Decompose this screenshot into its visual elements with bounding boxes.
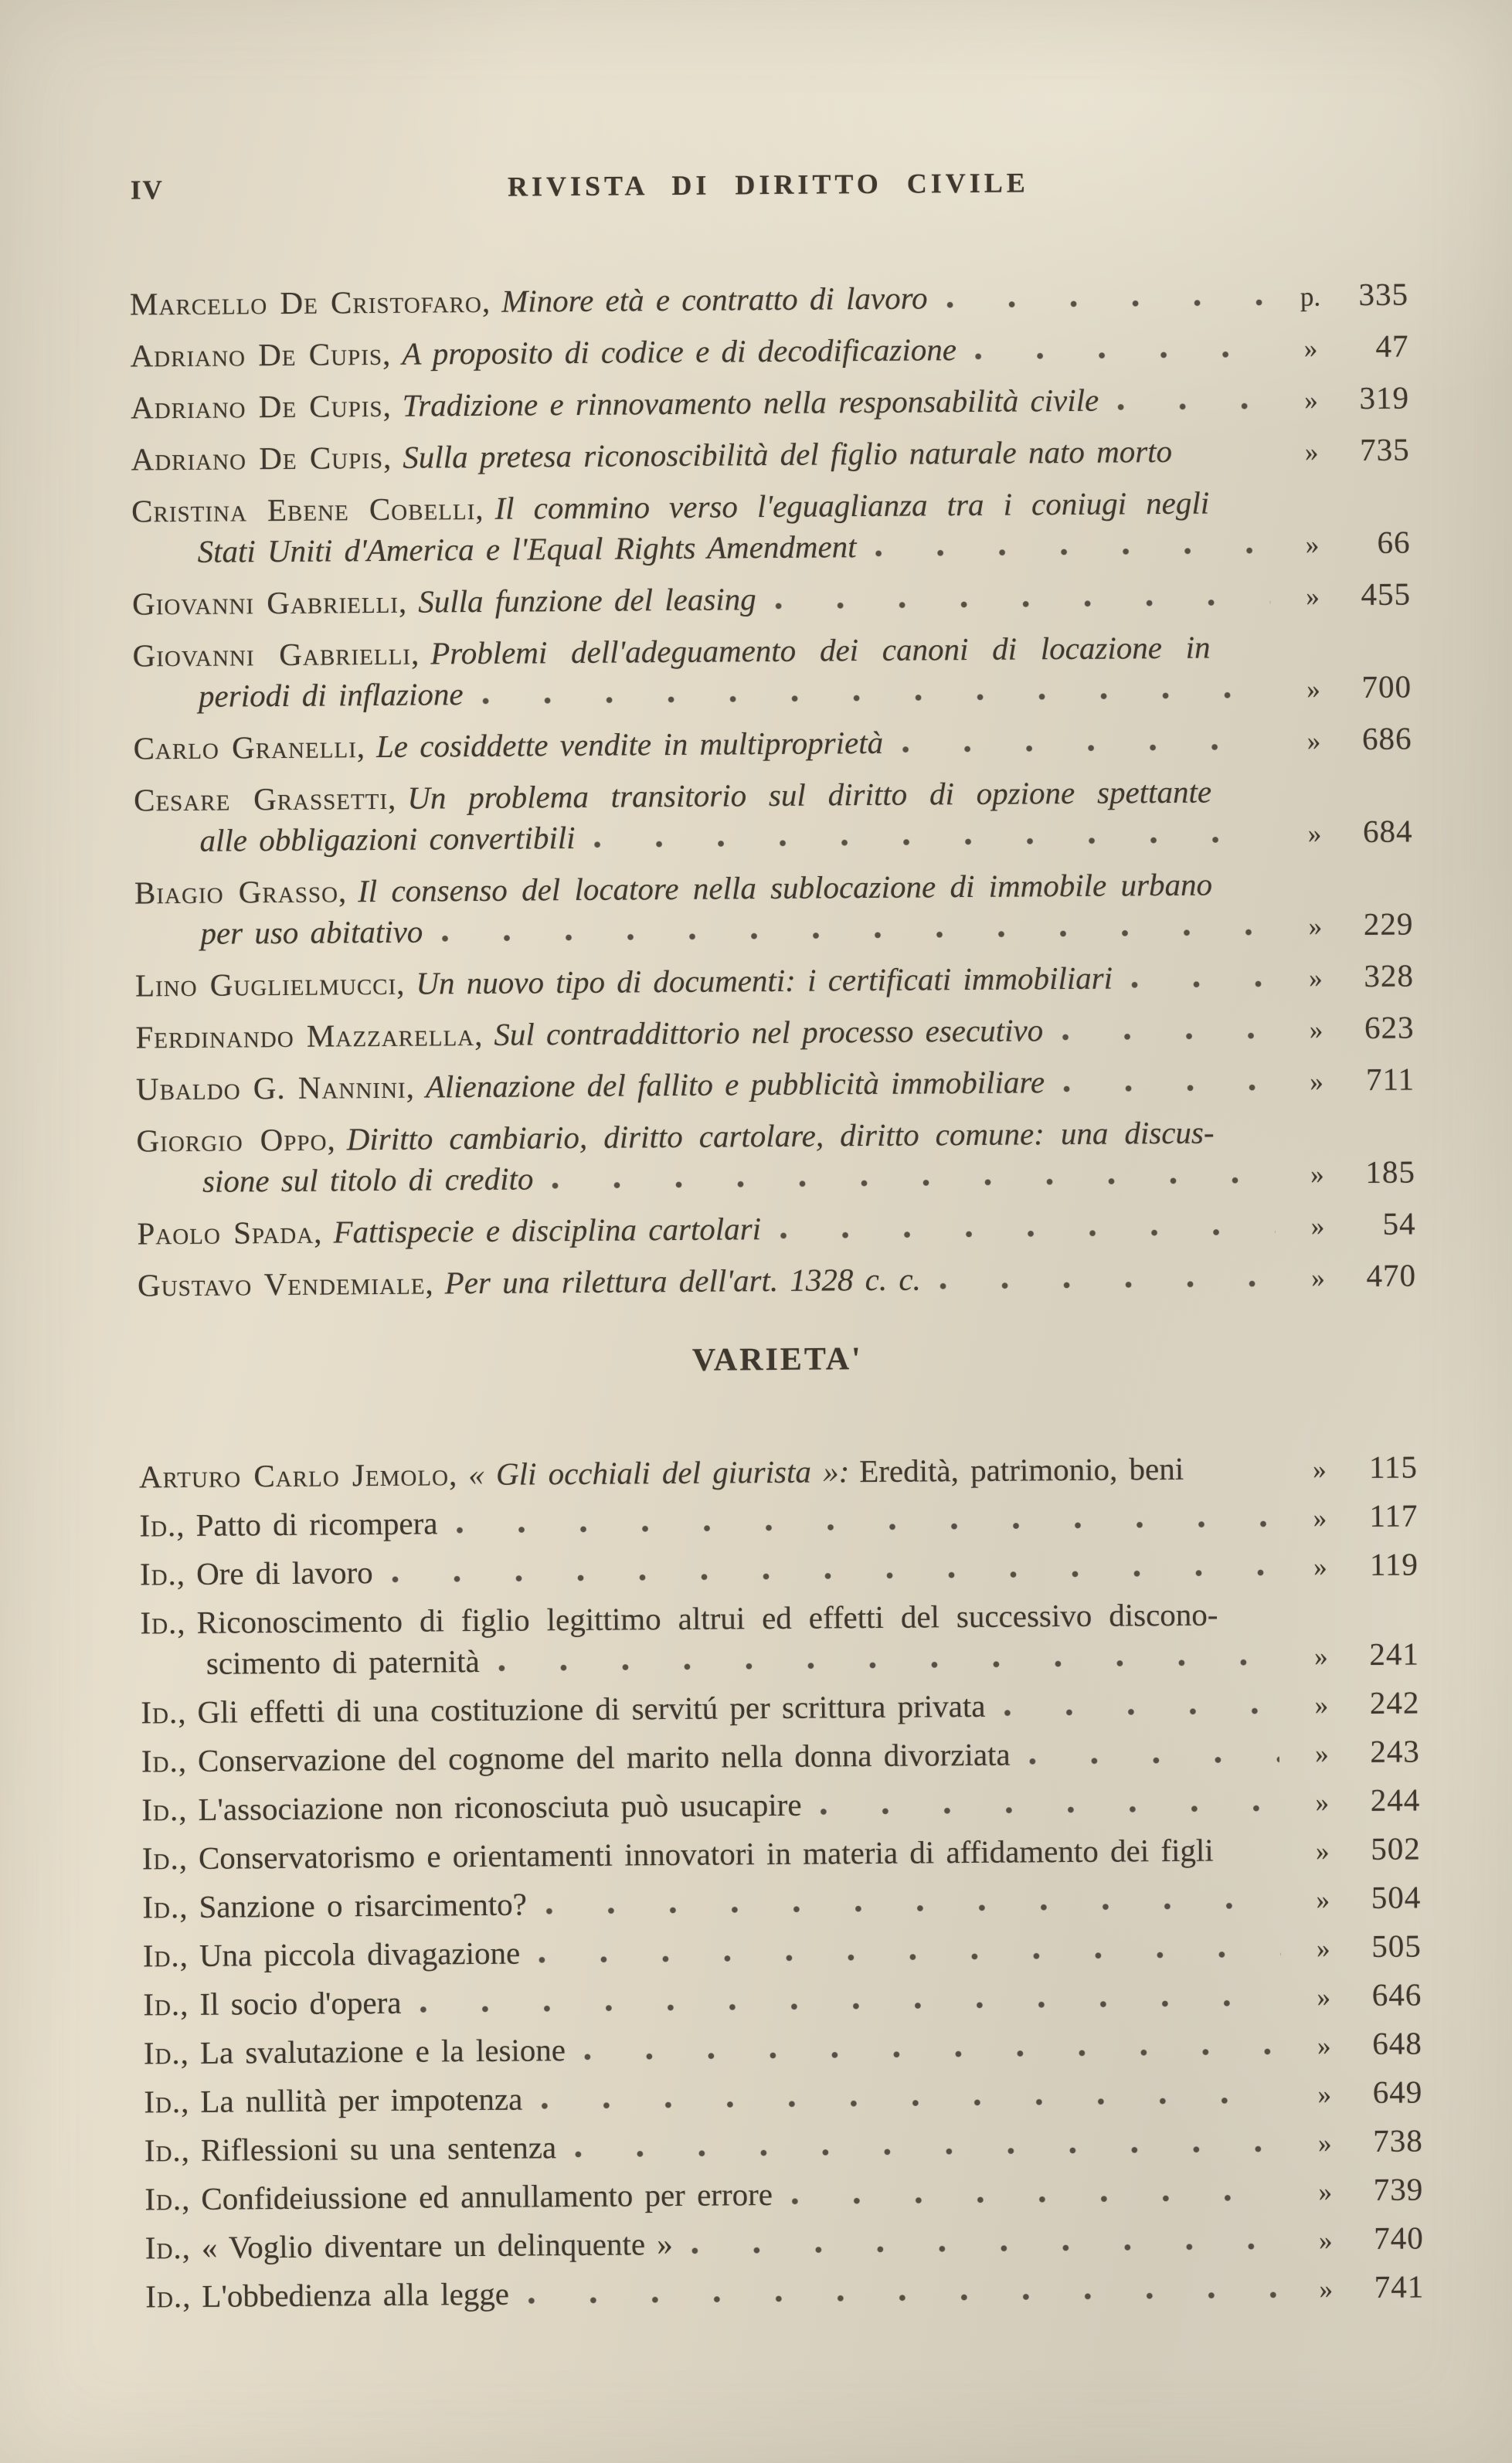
toc-entry-line [131, 429, 1409, 481]
toc-entry [131, 429, 1409, 481]
page-number: 117 [1369, 1497, 1419, 1534]
entry-title: A proposito di codice e di decodificazione [402, 331, 957, 372]
dot-leader [791, 2194, 1283, 2205]
page-marker: » [1306, 725, 1321, 756]
page-marker: » [1305, 529, 1320, 560]
entry-title: Riconoscimento di figlio legittimo altrui ed effetti del successivo discono- [196, 1596, 1218, 1640]
page-marker: » [1314, 1738, 1329, 1769]
dot-leader [1062, 1032, 1273, 1041]
page-number: 711 [1365, 1061, 1415, 1097]
dot-leader [392, 1569, 1278, 1583]
toc-entry [133, 718, 1412, 770]
toc-entry [131, 481, 1411, 574]
toc-entry [144, 2071, 1422, 2124]
toc-entry-line [134, 865, 1212, 914]
toc-entry-line [130, 273, 1408, 326]
toc-entry [136, 1110, 1415, 1204]
page-number: 686 [1361, 720, 1412, 756]
entry-author: Giorgio Oppo, [136, 1121, 336, 1159]
toc-entry [141, 1682, 1419, 1734]
dot-leader [939, 1280, 1276, 1289]
page-header [129, 163, 1408, 210]
toc-entry-line [140, 1544, 1419, 1596]
dot-leader [1131, 980, 1273, 988]
page-number: 738 [1373, 2122, 1423, 2159]
page-number: 741 [1374, 2268, 1425, 2305]
toc-entry-line [132, 627, 1210, 677]
section-heading-varieta: VARIETA' [691, 1341, 863, 1378]
page-number: 735 [1359, 431, 1410, 467]
dot-leader [545, 1902, 1281, 1914]
entry-author: Id., [139, 1555, 186, 1592]
entry-author: Ubaldo G. Nannini, [135, 1068, 416, 1107]
dot-leader [594, 836, 1272, 848]
toc-entry-continuation-line [134, 903, 1413, 956]
page-marker: » [1310, 1211, 1325, 1242]
page-number: 54 [1382, 1205, 1416, 1242]
page-marker: » [1310, 1159, 1324, 1190]
toc-entry [139, 1446, 1418, 1499]
entry-author: Id., [140, 1604, 186, 1641]
dot-leader [539, 1951, 1281, 1964]
entry-title: Un nuovo tipo di documenti: i certificati immobiliari [416, 960, 1113, 1001]
page-number: 47 [1375, 328, 1409, 364]
page-number: 623 [1364, 1009, 1415, 1045]
entry-author: Id., [142, 1937, 189, 1974]
entry-author: Adriano De Cupis, [131, 439, 392, 477]
entry-title: L'obbedienza alla legge [202, 2275, 510, 2314]
dot-leader [1029, 1756, 1279, 1765]
entry-author: Giovanni Gabrielli, [131, 583, 408, 622]
toc-entry [134, 862, 1414, 956]
entry-title: L'associazione non riconosciuta può usucapire [198, 1786, 802, 1827]
page-marker: » [1318, 2225, 1333, 2256]
leader-spacer [1214, 1860, 1293, 1861]
entry-continuation: scimento di paternità [206, 1643, 480, 1681]
page-number: 700 [1361, 668, 1412, 705]
entry-author: Adriano De Cupis, [130, 387, 392, 426]
page-number: 646 [1371, 1976, 1422, 2013]
toc-entry-line [145, 2217, 1424, 2270]
toc-entry-continuation-line [137, 1151, 1415, 1204]
entry-title: Minore età e contratto di lavoro [501, 280, 928, 319]
dot-leader [780, 1228, 1275, 1239]
toc-entry-line [132, 573, 1411, 626]
page-number: 502 [1371, 1830, 1421, 1867]
page-number: 505 [1371, 1928, 1422, 1964]
toc-entry [143, 1925, 1422, 1978]
entry-author: Id., [143, 2034, 190, 2071]
page-number: 243 [1370, 1733, 1421, 1769]
toc-entry [141, 1731, 1420, 1783]
entry-continuation: sione sul titolo di credito [202, 1160, 534, 1199]
page-number: 739 [1373, 2171, 1424, 2207]
entry-title: Riflessioni su una sentenza [200, 2129, 557, 2168]
page-marker: » [1315, 1787, 1330, 1818]
page-marker: » [1316, 1884, 1330, 1915]
entry-author: Id., [141, 1791, 188, 1828]
page-number: 328 [1364, 957, 1415, 994]
dot-leader [584, 2048, 1282, 2060]
page-number: 119 [1369, 1546, 1419, 1582]
toc-entry-line [143, 1925, 1422, 1978]
entry-author: Id., [142, 1888, 189, 1925]
entry-author: Giovanni Gabrielli, [132, 635, 420, 674]
entry-title: La nullità per impotenza [200, 2081, 523, 2119]
entry-continuation: per uso abitativo [200, 913, 423, 951]
entry-title: Una piccola divagazione [199, 1935, 521, 1973]
page-number: 740 [1374, 2220, 1424, 2256]
entry-author: Id., [141, 1742, 188, 1779]
page-marker: » [1304, 385, 1318, 416]
page-number: 229 [1363, 905, 1414, 942]
entry-title: Ore di lavoro [195, 1554, 373, 1592]
entry-author: Id., [141, 1840, 189, 1877]
page-number: 185 [1365, 1153, 1416, 1190]
page-number: 244 [1370, 1782, 1421, 1818]
toc-entry-line [135, 955, 1414, 1007]
toc-entry-line [143, 1974, 1422, 2026]
toc-entry [130, 273, 1408, 326]
dot-leader [902, 743, 1271, 753]
entry-author: Cesare Grassetti, [133, 780, 397, 818]
toc-entry-line [136, 1058, 1415, 1111]
toc-entry-line [144, 2120, 1423, 2173]
main-index-list [130, 273, 1416, 1307]
entry-author: Paolo Spada, [137, 1214, 323, 1252]
dot-leader [441, 929, 1272, 942]
entry-author: Id., [144, 2229, 192, 2266]
page-marker: » [1316, 1933, 1330, 1964]
toc-entry-line [141, 1682, 1419, 1734]
toc-entry-line [131, 483, 1209, 532]
page-marker: » [1317, 2030, 1331, 2061]
entry-title: Sulla funzione del leasing [418, 581, 756, 620]
entry-author: Arturo Carlo Jemolo, [138, 1456, 458, 1495]
toc-entry-continuation-line [134, 810, 1412, 863]
entry-title: Il consenso del locatore nella sublocazione di immobile urbano [357, 866, 1213, 909]
page-number: 470 [1366, 1257, 1417, 1293]
page-marker: » [1309, 963, 1323, 994]
toc-entry-line [144, 2071, 1422, 2124]
dot-leader [482, 691, 1271, 705]
toc-entry-continuation-line [131, 521, 1410, 574]
entry-title: Alienazione del fallito e pubblicità immobiliare [425, 1064, 1045, 1105]
page-number: 66 [1377, 524, 1411, 560]
page-number: 649 [1372, 2074, 1423, 2110]
dot-leader [975, 351, 1269, 360]
page-marker: » [1318, 2176, 1333, 2207]
toc-entry [144, 2169, 1423, 2221]
page-marker: » [1304, 437, 1319, 467]
page-marker: » [1306, 674, 1320, 705]
toc-entry [141, 1779, 1420, 1832]
entry-title: Sulla pretesa riconoscibilità del figlio naturale nato morto [403, 433, 1173, 475]
toc-entry [143, 1974, 1422, 2026]
dot-leader [946, 299, 1269, 308]
page-content [127, 0, 1425, 2325]
toc-entry [134, 769, 1413, 863]
page-marker: » [1314, 1690, 1329, 1721]
toc-entry-continuation-line [133, 666, 1412, 719]
dot-leader [541, 2097, 1282, 2110]
leader-spacer [1172, 461, 1282, 462]
entry-title: Sul contraddittorio nel processo esecutivo [494, 1012, 1044, 1052]
toc-entry-line [144, 2023, 1422, 2075]
dot-leader [1063, 1084, 1274, 1092]
toc-entry [132, 625, 1412, 719]
toc-entry-line [144, 2169, 1423, 2221]
dot-leader [821, 1805, 1280, 1816]
entry-title-quoted: « Gli occhiali del giurista »: [468, 1453, 850, 1493]
toc-entry-line [135, 1007, 1414, 1059]
toc-entry-line [139, 1495, 1418, 1547]
toc-entry [137, 1203, 1415, 1255]
page-number: 648 [1372, 2025, 1422, 2061]
page-marker: » [1313, 1503, 1327, 1534]
toc-entry-line [141, 1779, 1420, 1832]
dot-leader [875, 547, 1270, 557]
entry-title: Il commino verso l'eguaglianza tra i coniugi negli [494, 484, 1210, 526]
dot-leader [691, 2243, 1283, 2254]
page-marker: p. [1300, 281, 1321, 312]
entry-author: Marcello De Cristofaro, [129, 283, 491, 322]
toc-entry [144, 2120, 1423, 2173]
page-marker: » [1310, 1066, 1323, 1097]
entry-title: Conservatorismo e orientamenti innovatori in materia di affidamento dei figli [198, 1832, 1214, 1876]
entry-author: Gustavo Vendemiale, [137, 1265, 434, 1303]
dot-leader [575, 2145, 1283, 2158]
varieta-index-list [139, 1446, 1425, 2319]
toc-entry [135, 1007, 1414, 1059]
entry-author: Id., [144, 2180, 191, 2217]
toc-entry-line [142, 1877, 1421, 1929]
toc-entry-line [138, 1255, 1416, 1307]
dot-leader [420, 1999, 1282, 2013]
page-number: 684 [1362, 813, 1413, 849]
entry-author: Ferdinando Mazzarella, [135, 1016, 484, 1055]
entry-author: Id., [145, 2278, 192, 2315]
page-marker: » [1317, 1982, 1331, 2013]
entry-author: Carlo Granelli, [133, 729, 366, 766]
page-marker: » [1306, 581, 1320, 612]
entry-author: Id., [143, 1986, 189, 2023]
toc-entry-line [142, 1828, 1421, 1880]
toc-entry-line [145, 2266, 1424, 2319]
entry-title: Diritto cambiario, diritto cartolare, diritto comune: una discus- [346, 1114, 1215, 1157]
dot-leader [528, 2291, 1283, 2305]
page-marker: » [1313, 1641, 1328, 1672]
toc-entry [142, 1828, 1421, 1880]
entry-title: Patto di ricompera [195, 1505, 438, 1543]
dot-leader [1004, 1707, 1279, 1717]
toc-entry-line [137, 1203, 1415, 1255]
dot-leader [456, 1520, 1277, 1534]
entry-title: Sanzione o risarcimento? [199, 1886, 528, 1925]
toc-entry [136, 1058, 1415, 1111]
dot-leader [1117, 403, 1269, 411]
entry-continuation: periodi di inflazione [198, 676, 464, 714]
entry-title: La svalutazione e la lesione [199, 2032, 566, 2071]
entry-title: Conservazione del cognome del marito nella donna divorziata [197, 1736, 1011, 1778]
entry-title: « Voglio diventare un delinquente » [201, 2226, 674, 2265]
entry-author: Lino Guglielmucci, [134, 965, 406, 1004]
entry-author: Adriano De Cupis, [130, 335, 392, 374]
toc-entry [140, 1544, 1419, 1596]
toc-entry-line [140, 1594, 1218, 1643]
toc-entry [144, 2023, 1422, 2075]
page-marker: » [1317, 2079, 1332, 2110]
page-marker: » [1319, 2274, 1334, 2305]
page-marker: » [1313, 1551, 1327, 1582]
toc-entry [135, 955, 1414, 1007]
page-number: 335 [1358, 276, 1409, 312]
page-marker: » [1308, 911, 1323, 942]
entry-continuation: Stati Uniti d'America e l'Equal Rights Amendment [197, 528, 857, 569]
toc-entry-line [141, 1731, 1420, 1783]
journal-title: RIVISTA DI DIRITTO CIVILE [507, 167, 1029, 202]
page-marker: » [1309, 1014, 1323, 1045]
toc-entry [130, 325, 1408, 378]
toc-entry [145, 2217, 1424, 2270]
page-number: 241 [1369, 1636, 1420, 1672]
page-number-roman: IV [130, 175, 164, 206]
page-number: 504 [1371, 1879, 1422, 1915]
toc-entry [132, 573, 1411, 626]
page-marker: » [1311, 1262, 1325, 1293]
toc-entry-line [139, 1446, 1418, 1499]
dot-leader [552, 1177, 1275, 1189]
toc-entry-continuation-line [141, 1633, 1419, 1686]
page-number: 455 [1361, 576, 1412, 612]
page-marker: » [1303, 333, 1318, 364]
entry-title: Le cosiddette vendite in multiproprietà [375, 724, 884, 764]
toc-entry-line [133, 718, 1412, 770]
page-marker: » [1313, 1454, 1327, 1485]
page-number: 115 [1368, 1449, 1419, 1485]
entry-author: Id., [144, 2083, 190, 2120]
entry-title: Eredità, patrimonio, beni [859, 1450, 1184, 1490]
entry-title: Tradizione e rinnovamento nella responsabilità civile [402, 382, 1099, 423]
entry-title: Problemi dell'adeguamento dei canoni di locazione in [430, 629, 1211, 671]
entry-author: Cristina Ebene Cobelli, [131, 490, 484, 529]
page-marker: » [1315, 1836, 1330, 1867]
dot-leader [498, 1659, 1279, 1672]
entry-title: Confideiussione ed annullamento per errore [201, 2176, 773, 2217]
entry-title: Gli effetti di una costituzione di servitú per scrittura privata [197, 1687, 986, 1730]
toc-entry-line [136, 1112, 1214, 1161]
page-marker: » [1317, 2128, 1332, 2159]
entry-title: Un problema transitorio sul diritto di opzione spettante [407, 773, 1212, 816]
entry-continuation: alle obbligazioni convertibili [199, 819, 576, 858]
toc-entry-line [130, 325, 1408, 378]
toc-entry [145, 2266, 1424, 2319]
entry-author: Id., [144, 2132, 191, 2169]
page-number: 242 [1369, 1684, 1420, 1721]
page-number: 319 [1359, 379, 1410, 416]
entry-title: Il socio d'opera [199, 1984, 402, 2022]
toc-entry [131, 377, 1409, 430]
entry-title: Per una rilettura dell'art. 1328 c. c. [444, 1261, 921, 1301]
entry-author: Id., [141, 1694, 187, 1731]
toc-entry [139, 1495, 1418, 1547]
entry-author: Id., [139, 1507, 185, 1544]
entry-title: Fattispecie e disciplina cartolari [333, 1211, 762, 1250]
dot-leader [775, 599, 1270, 610]
entry-author: Biagio Grasso, [134, 873, 348, 911]
toc-entry [142, 1877, 1421, 1929]
toc-entry-line [134, 772, 1211, 821]
toc-entry [140, 1592, 1419, 1686]
toc-entry-line [131, 377, 1409, 430]
toc-entry [138, 1255, 1416, 1307]
page-marker: » [1307, 818, 1322, 849]
